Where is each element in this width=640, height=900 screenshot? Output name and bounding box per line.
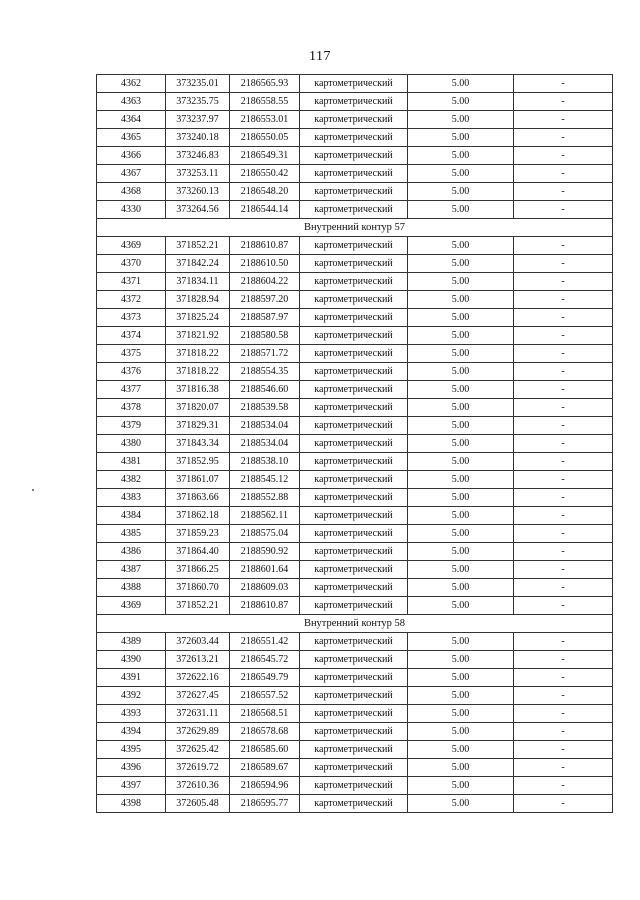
accuracy-cell: 5.00: [408, 633, 514, 651]
method-cell: картометрический: [300, 597, 408, 615]
method-cell: картометрический: [300, 327, 408, 345]
x-coordinate-cell: 371829.31: [166, 417, 230, 435]
x-coordinate-cell: 372625.42: [166, 741, 230, 759]
method-cell: картометрический: [300, 453, 408, 471]
point-number-cell: 4369: [97, 237, 166, 255]
note-cell: -: [514, 399, 613, 417]
accuracy-cell: 5.00: [408, 723, 514, 741]
x-coordinate-cell: 371866.25: [166, 561, 230, 579]
table-row: [97, 471, 613, 489]
y-coordinate-cell: 2188610.87: [230, 597, 300, 615]
note-cell: -: [514, 561, 613, 579]
x-coordinate-cell: 371828.94: [166, 291, 230, 309]
method-cell: картометрический: [300, 309, 408, 327]
method-cell: картометрический: [300, 381, 408, 399]
point-number-cell: 4365: [97, 129, 166, 147]
accuracy-cell: 5.00: [408, 165, 514, 183]
accuracy-cell: 5.00: [408, 93, 514, 111]
y-coordinate-cell: 2186549.79: [230, 669, 300, 687]
accuracy-cell: 5.00: [408, 147, 514, 165]
table-row: [97, 75, 613, 93]
x-coordinate-cell: 373260.13: [166, 183, 230, 201]
accuracy-cell: 5.00: [408, 327, 514, 345]
point-number-cell: 4383: [97, 489, 166, 507]
note-cell: -: [514, 471, 613, 489]
point-number-cell: 4397: [97, 777, 166, 795]
x-coordinate-cell: 371862.18: [166, 507, 230, 525]
y-coordinate-cell: 2188610.87: [230, 237, 300, 255]
y-coordinate-cell: 2188545.12: [230, 471, 300, 489]
y-coordinate-cell: 2188610.50: [230, 255, 300, 273]
method-cell: картометрический: [300, 669, 408, 687]
table-row: [97, 111, 613, 129]
point-number-cell: 4381: [97, 453, 166, 471]
accuracy-cell: 5.00: [408, 201, 514, 219]
table-row: [97, 147, 613, 165]
note-cell: -: [514, 579, 613, 597]
y-coordinate-cell: 2186585.60: [230, 741, 300, 759]
note-cell: -: [514, 453, 613, 471]
y-coordinate-cell: 2188609.03: [230, 579, 300, 597]
table-row: [97, 183, 613, 201]
y-coordinate-cell: 2186548.20: [230, 183, 300, 201]
table-row: [97, 291, 613, 309]
accuracy-cell: 5.00: [408, 669, 514, 687]
accuracy-cell: 5.00: [408, 651, 514, 669]
table-row: [97, 417, 613, 435]
method-cell: картометрический: [300, 345, 408, 363]
section-header-row: [97, 219, 613, 237]
y-coordinate-cell: 2186595.77: [230, 795, 300, 813]
table-row: [97, 561, 613, 579]
point-number-cell: 4398: [97, 795, 166, 813]
table-row: [97, 129, 613, 147]
x-coordinate-cell: 371821.92: [166, 327, 230, 345]
point-number-cell: 4390: [97, 651, 166, 669]
x-coordinate-cell: 373235.01: [166, 75, 230, 93]
method-cell: картометрический: [300, 183, 408, 201]
method-cell: картометрический: [300, 759, 408, 777]
coordinates-table: [96, 74, 613, 813]
method-cell: картометрический: [300, 255, 408, 273]
x-coordinate-cell: 371825.24: [166, 309, 230, 327]
note-cell: -: [514, 687, 613, 705]
accuracy-cell: 5.00: [408, 417, 514, 435]
y-coordinate-cell: 2186594.96: [230, 777, 300, 795]
method-cell: картометрический: [300, 273, 408, 291]
section-header-row: [97, 615, 613, 633]
x-coordinate-cell: 371864.40: [166, 543, 230, 561]
accuracy-cell: 5.00: [408, 561, 514, 579]
method-cell: картометрический: [300, 111, 408, 129]
point-number-cell: 4394: [97, 723, 166, 741]
point-number-cell: 4389: [97, 633, 166, 651]
point-number-cell: 4363: [97, 93, 166, 111]
table-row: [97, 507, 613, 525]
point-number-cell: 4392: [97, 687, 166, 705]
accuracy-cell: 5.00: [408, 471, 514, 489]
accuracy-cell: 5.00: [408, 255, 514, 273]
note-cell: -: [514, 651, 613, 669]
x-coordinate-cell: 372631.11: [166, 705, 230, 723]
accuracy-cell: 5.00: [408, 687, 514, 705]
y-coordinate-cell: 2188554.35: [230, 363, 300, 381]
table-row: [97, 435, 613, 453]
y-coordinate-cell: 2188534.04: [230, 435, 300, 453]
note-cell: -: [514, 111, 613, 129]
accuracy-cell: 5.00: [408, 129, 514, 147]
method-cell: картометрический: [300, 201, 408, 219]
point-number-cell: 4362: [97, 75, 166, 93]
x-coordinate-cell: 371818.22: [166, 345, 230, 363]
accuracy-cell: 5.00: [408, 291, 514, 309]
point-number-cell: 4378: [97, 399, 166, 417]
x-coordinate-cell: 372627.45: [166, 687, 230, 705]
method-cell: картометрический: [300, 741, 408, 759]
y-coordinate-cell: 2188552.88: [230, 489, 300, 507]
section-title: Внутренний контур 57: [97, 219, 613, 237]
accuracy-cell: 5.00: [408, 777, 514, 795]
point-number-cell: 4364: [97, 111, 166, 129]
point-number-cell: 4377: [97, 381, 166, 399]
point-number-cell: 4371: [97, 273, 166, 291]
x-coordinate-cell: 371816.38: [166, 381, 230, 399]
table-row: [97, 597, 613, 615]
note-cell: -: [514, 741, 613, 759]
table-row: [97, 165, 613, 183]
point-number-cell: 4380: [97, 435, 166, 453]
y-coordinate-cell: 2186551.42: [230, 633, 300, 651]
method-cell: картометрический: [300, 507, 408, 525]
y-coordinate-cell: 2186549.31: [230, 147, 300, 165]
y-coordinate-cell: 2186550.05: [230, 129, 300, 147]
point-number-cell: 4395: [97, 741, 166, 759]
x-coordinate-cell: 371843.34: [166, 435, 230, 453]
method-cell: картометрический: [300, 435, 408, 453]
method-cell: картометрический: [300, 723, 408, 741]
note-cell: -: [514, 93, 613, 111]
note-cell: -: [514, 669, 613, 687]
point-number-cell: 4388: [97, 579, 166, 597]
method-cell: картометрический: [300, 471, 408, 489]
accuracy-cell: 5.00: [408, 759, 514, 777]
y-coordinate-cell: 2188580.58: [230, 327, 300, 345]
table-row: [97, 237, 613, 255]
table-row: [97, 669, 613, 687]
y-coordinate-cell: 2188538.10: [230, 453, 300, 471]
coordinates-table-body: [97, 75, 613, 813]
page-number: 117: [309, 49, 331, 64]
method-cell: картометрический: [300, 705, 408, 723]
accuracy-cell: 5.00: [408, 435, 514, 453]
point-number-cell: 4370: [97, 255, 166, 273]
point-number-cell: 4375: [97, 345, 166, 363]
table-row: [97, 741, 613, 759]
x-coordinate-cell: 373235.75: [166, 93, 230, 111]
method-cell: картометрический: [300, 165, 408, 183]
x-coordinate-cell: 373264.56: [166, 201, 230, 219]
point-number-cell: 4384: [97, 507, 166, 525]
accuracy-cell: 5.00: [408, 579, 514, 597]
table-row: [97, 345, 613, 363]
table-row: [97, 777, 613, 795]
y-coordinate-cell: 2188575.04: [230, 525, 300, 543]
x-coordinate-cell: 373253.11: [166, 165, 230, 183]
method-cell: картометрический: [300, 399, 408, 417]
note-cell: -: [514, 507, 613, 525]
accuracy-cell: 5.00: [408, 507, 514, 525]
y-coordinate-cell: 2188601.64: [230, 561, 300, 579]
note-cell: -: [514, 345, 613, 363]
accuracy-cell: 5.00: [408, 705, 514, 723]
accuracy-cell: 5.00: [408, 75, 514, 93]
method-cell: картометрический: [300, 651, 408, 669]
method-cell: картометрический: [300, 75, 408, 93]
table-row: [97, 309, 613, 327]
note-cell: -: [514, 381, 613, 399]
y-coordinate-cell: 2186578.68: [230, 723, 300, 741]
note-cell: -: [514, 435, 613, 453]
x-coordinate-cell: 373240.18: [166, 129, 230, 147]
table-row: [97, 579, 613, 597]
accuracy-cell: 5.00: [408, 453, 514, 471]
note-cell: -: [514, 417, 613, 435]
method-cell: картометрический: [300, 579, 408, 597]
y-coordinate-cell: 2186557.52: [230, 687, 300, 705]
x-coordinate-cell: 373246.83: [166, 147, 230, 165]
y-coordinate-cell: 2186545.72: [230, 651, 300, 669]
note-cell: -: [514, 489, 613, 507]
x-coordinate-cell: 372603.44: [166, 633, 230, 651]
x-coordinate-cell: 372613.21: [166, 651, 230, 669]
accuracy-cell: 5.00: [408, 597, 514, 615]
point-number-cell: 4393: [97, 705, 166, 723]
note-cell: -: [514, 777, 613, 795]
method-cell: картометрический: [300, 687, 408, 705]
accuracy-cell: 5.00: [408, 795, 514, 813]
note-cell: -: [514, 75, 613, 93]
note-cell: -: [514, 327, 613, 345]
note-cell: -: [514, 525, 613, 543]
note-cell: -: [514, 723, 613, 741]
table-row: [97, 201, 613, 219]
y-coordinate-cell: 2188562.11: [230, 507, 300, 525]
point-number-cell: 4368: [97, 183, 166, 201]
note-cell: -: [514, 129, 613, 147]
method-cell: картометрический: [300, 561, 408, 579]
method-cell: картометрический: [300, 291, 408, 309]
y-coordinate-cell: 2188604.22: [230, 273, 300, 291]
x-coordinate-cell: 372619.72: [166, 759, 230, 777]
note-cell: -: [514, 759, 613, 777]
method-cell: картометрический: [300, 489, 408, 507]
method-cell: картометрический: [300, 363, 408, 381]
y-coordinate-cell: 2188590.92: [230, 543, 300, 561]
y-coordinate-cell: 2186544.14: [230, 201, 300, 219]
accuracy-cell: 5.00: [408, 489, 514, 507]
table-row: [97, 363, 613, 381]
table-row: [97, 489, 613, 507]
x-coordinate-cell: 371842.24: [166, 255, 230, 273]
y-coordinate-cell: 2188597.20: [230, 291, 300, 309]
table-row: [97, 759, 613, 777]
point-number-cell: 4374: [97, 327, 166, 345]
accuracy-cell: 5.00: [408, 381, 514, 399]
note-cell: -: [514, 597, 613, 615]
y-coordinate-cell: 2186550.42: [230, 165, 300, 183]
table-row: [97, 705, 613, 723]
note-cell: -: [514, 165, 613, 183]
y-coordinate-cell: 2186589.67: [230, 759, 300, 777]
table-row: [97, 525, 613, 543]
y-coordinate-cell: 2186553.01: [230, 111, 300, 129]
accuracy-cell: 5.00: [408, 309, 514, 327]
x-coordinate-cell: 372622.16: [166, 669, 230, 687]
method-cell: картометрический: [300, 129, 408, 147]
point-number-cell: 4372: [97, 291, 166, 309]
note-cell: -: [514, 273, 613, 291]
accuracy-cell: 5.00: [408, 363, 514, 381]
point-number-cell: 4367: [97, 165, 166, 183]
point-number-cell: 4385: [97, 525, 166, 543]
method-cell: картометрический: [300, 795, 408, 813]
y-coordinate-cell: 2188546.60: [230, 381, 300, 399]
point-number-cell: 4396: [97, 759, 166, 777]
accuracy-cell: 5.00: [408, 111, 514, 129]
section-title: Внутренний контур 58: [97, 615, 613, 633]
note-cell: -: [514, 633, 613, 651]
y-coordinate-cell: 2188587.97: [230, 309, 300, 327]
method-cell: картометрический: [300, 525, 408, 543]
accuracy-cell: 5.00: [408, 543, 514, 561]
x-coordinate-cell: 372610.36: [166, 777, 230, 795]
x-coordinate-cell: 371852.95: [166, 453, 230, 471]
table-row: [97, 543, 613, 561]
x-coordinate-cell: 373237.97: [166, 111, 230, 129]
x-coordinate-cell: 371860.70: [166, 579, 230, 597]
x-coordinate-cell: 371852.21: [166, 597, 230, 615]
table-row: [97, 399, 613, 417]
point-number-cell: 4387: [97, 561, 166, 579]
method-cell: картометрический: [300, 543, 408, 561]
x-coordinate-cell: 372605.48: [166, 795, 230, 813]
table-row: [97, 651, 613, 669]
table-row: [97, 687, 613, 705]
x-coordinate-cell: 371852.21: [166, 237, 230, 255]
y-coordinate-cell: 2186565.93: [230, 75, 300, 93]
y-coordinate-cell: 2186568.51: [230, 705, 300, 723]
x-coordinate-cell: 371861.07: [166, 471, 230, 489]
point-number-cell: 4373: [97, 309, 166, 327]
method-cell: картометрический: [300, 777, 408, 795]
note-cell: -: [514, 705, 613, 723]
method-cell: картометрический: [300, 147, 408, 165]
point-number-cell: 4330: [97, 201, 166, 219]
accuracy-cell: 5.00: [408, 399, 514, 417]
point-number-cell: 4391: [97, 669, 166, 687]
point-number-cell: 4376: [97, 363, 166, 381]
table-row: [97, 633, 613, 651]
note-cell: -: [514, 255, 613, 273]
method-cell: картометрический: [300, 633, 408, 651]
point-number-cell: 4386: [97, 543, 166, 561]
accuracy-cell: 5.00: [408, 237, 514, 255]
accuracy-cell: 5.00: [408, 345, 514, 363]
point-number-cell: 4382: [97, 471, 166, 489]
table-row: [97, 381, 613, 399]
note-cell: -: [514, 543, 613, 561]
note-cell: -: [514, 147, 613, 165]
note-cell: -: [514, 291, 613, 309]
x-coordinate-cell: 371859.23: [166, 525, 230, 543]
table-row: [97, 327, 613, 345]
note-cell: -: [514, 237, 613, 255]
note-cell: -: [514, 363, 613, 381]
note-cell: -: [514, 201, 613, 219]
table-row: [97, 255, 613, 273]
note-cell: -: [514, 795, 613, 813]
x-coordinate-cell: 372629.89: [166, 723, 230, 741]
y-coordinate-cell: 2188534.04: [230, 417, 300, 435]
accuracy-cell: 5.00: [408, 525, 514, 543]
method-cell: картометрический: [300, 417, 408, 435]
y-coordinate-cell: 2188539.58: [230, 399, 300, 417]
table-row: [97, 453, 613, 471]
y-coordinate-cell: 2186558.55: [230, 93, 300, 111]
x-coordinate-cell: 371834.11: [166, 273, 230, 291]
table-row: [97, 93, 613, 111]
accuracy-cell: 5.00: [408, 273, 514, 291]
x-coordinate-cell: 371863.66: [166, 489, 230, 507]
table-row: [97, 795, 613, 813]
table-row: [97, 273, 613, 291]
method-cell: картометрический: [300, 237, 408, 255]
point-number-cell: 4379: [97, 417, 166, 435]
accuracy-cell: 5.00: [408, 183, 514, 201]
note-cell: -: [514, 183, 613, 201]
y-coordinate-cell: 2188571.72: [230, 345, 300, 363]
point-number-cell: 4369: [97, 597, 166, 615]
x-coordinate-cell: 371818.22: [166, 363, 230, 381]
x-coordinate-cell: 371820.07: [166, 399, 230, 417]
method-cell: картометрический: [300, 93, 408, 111]
table-row: [97, 723, 613, 741]
scan-speck: [32, 489, 34, 491]
note-cell: -: [514, 309, 613, 327]
point-number-cell: 4366: [97, 147, 166, 165]
accuracy-cell: 5.00: [408, 741, 514, 759]
